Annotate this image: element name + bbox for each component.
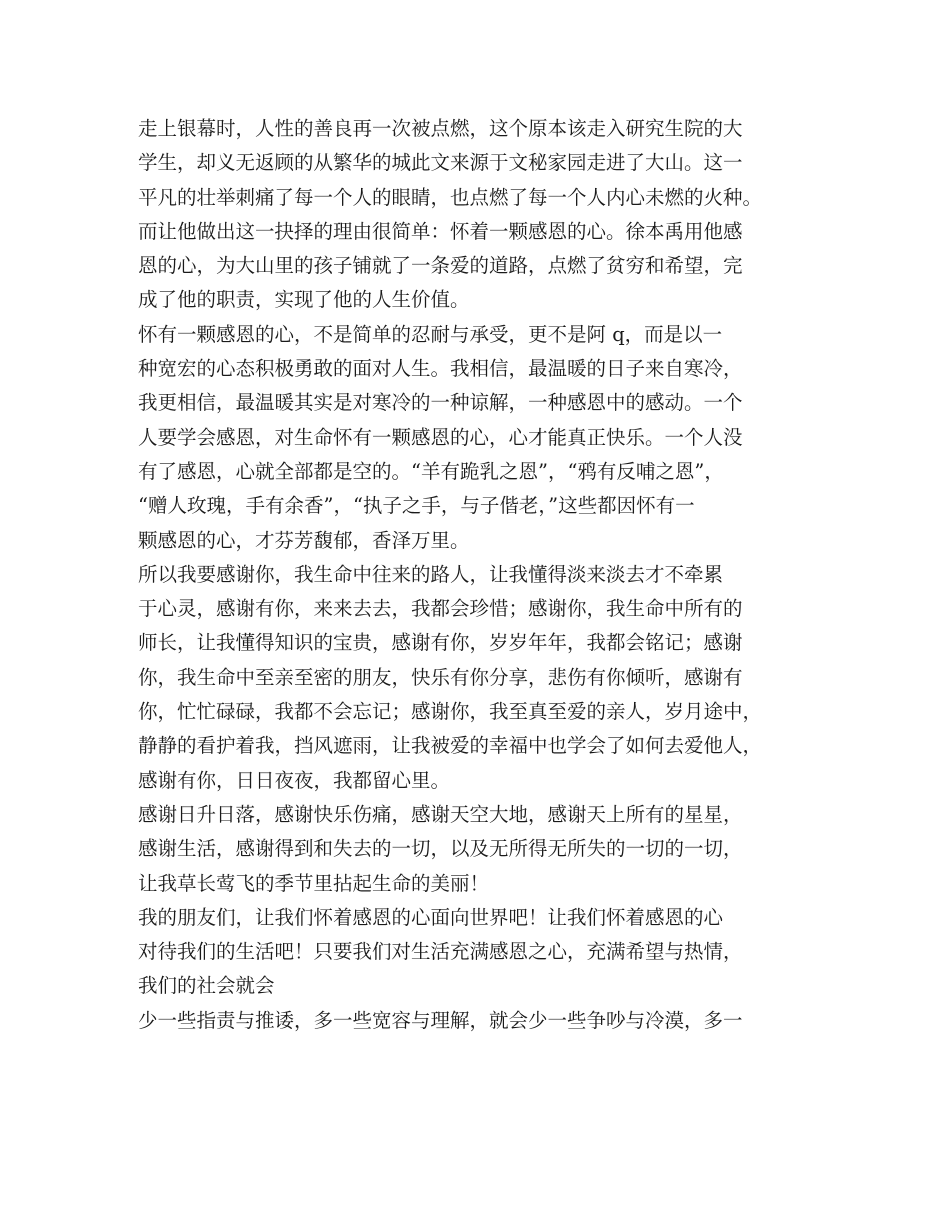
text-line: “赠人玫瑰，手有余香”，“执子之手，与子偕老，”这些都因怀有一 [138, 494, 695, 518]
text-line: 有了感恩，心就全部都是空的。“羊有跪乳之恩”，“鸦有反哺之恩”， [138, 459, 724, 483]
text-line: 走上银幕时，人性的善良再一次被点燃，这个原本该走入研究生院的大 [138, 117, 743, 140]
text-line: 让我草长莺飞的季节里拈起生命的美丽！ [138, 871, 490, 895]
text-line: 我们的社会就会 [138, 974, 275, 998]
text-line: 静静的看护着我，挡风遮雨，让我被爱的幸福中也学会了如何去爱他人， [138, 734, 763, 758]
text-line: 恩的心，为大山里的孩子铺就了一条爱的道路，点燃了贫穷和希望，完 [138, 254, 743, 278]
text-line: 感谢日升日落，感谢快乐伤痛，感谢天空大地，感谢天上所有的星星， [138, 802, 743, 826]
text-line: 少一些指责与推诿，多一些宽容与理解，就会少一些争吵与冷漠，多一 [138, 1008, 743, 1032]
text-line: 成了他的职责，实现了他的人生价值。 [138, 288, 470, 312]
text-line: 师长，让我懂得知识的宝贵，感谢有你，岁岁年年，我都会铭记；感谢 [138, 631, 743, 655]
text-line: 对待我们的生活吧！只要我们对生活充满感恩之心，充满希望与热情， [138, 940, 743, 964]
text-line: 所以我要感谢你，我生命中往来的路人，让我懂得淡来淡去才不牵累 [138, 562, 724, 586]
text-line: 感谢生活，感谢得到和失去的一切，以及无所得无所失的一切的一切， [138, 837, 743, 861]
text-line: 颗感恩的心，才芬芳馥郁，香泽万里。 [138, 528, 470, 552]
text-line: 你，忙忙碌碌，我都不会忘记；感谢你，我至真至爱的亲人，岁月途中， [138, 700, 763, 724]
text-line: 感谢有你，日日夜夜，我都留心里。 [138, 768, 451, 792]
text-line: 我更相信，最温暖其实是对寒冷的一种谅解，一种感恩中的感动。一个 [138, 391, 743, 415]
text-line: 平凡的壮举刺痛了每一个人的眼睛，也点燃了每一个人内心未燃的火种。 [138, 185, 763, 209]
body-text [138, 112, 818, 1038]
text-line: 于心灵，感谢有你，来来去去，我都会珍惜；感谢你，我生命中所有的 [138, 597, 743, 621]
text-line: 而让他做出这一抉择的理由很简单：怀着一颗感恩的心。徐本禹用他感 [138, 219, 743, 243]
text-line: 我的朋友们，让我们怀着感恩的心面向世界吧！让我们怀着感恩的心 [138, 905, 724, 929]
text-line: 种宽宏的心态积极勇敢的面对人生。我相信，最温暖的日子来自寒冷， [138, 357, 743, 381]
text-line: 你，我生命中至亲至密的朋友，快乐有你分享，悲伤有你倾听，感谢有 [138, 665, 743, 689]
text-line: 学生，却义无返顾的从繁华的城此文来源于文秘家园走进了大山。这一 [138, 151, 743, 175]
text-line: 人要学会感恩，对生命怀有一颗感恩的心，心才能真正快乐。一个人没 [138, 425, 743, 449]
text-line: 怀有一颗感恩的心，不是简单的忍耐与承受，更不是阿 q，而是以一 [138, 322, 723, 346]
